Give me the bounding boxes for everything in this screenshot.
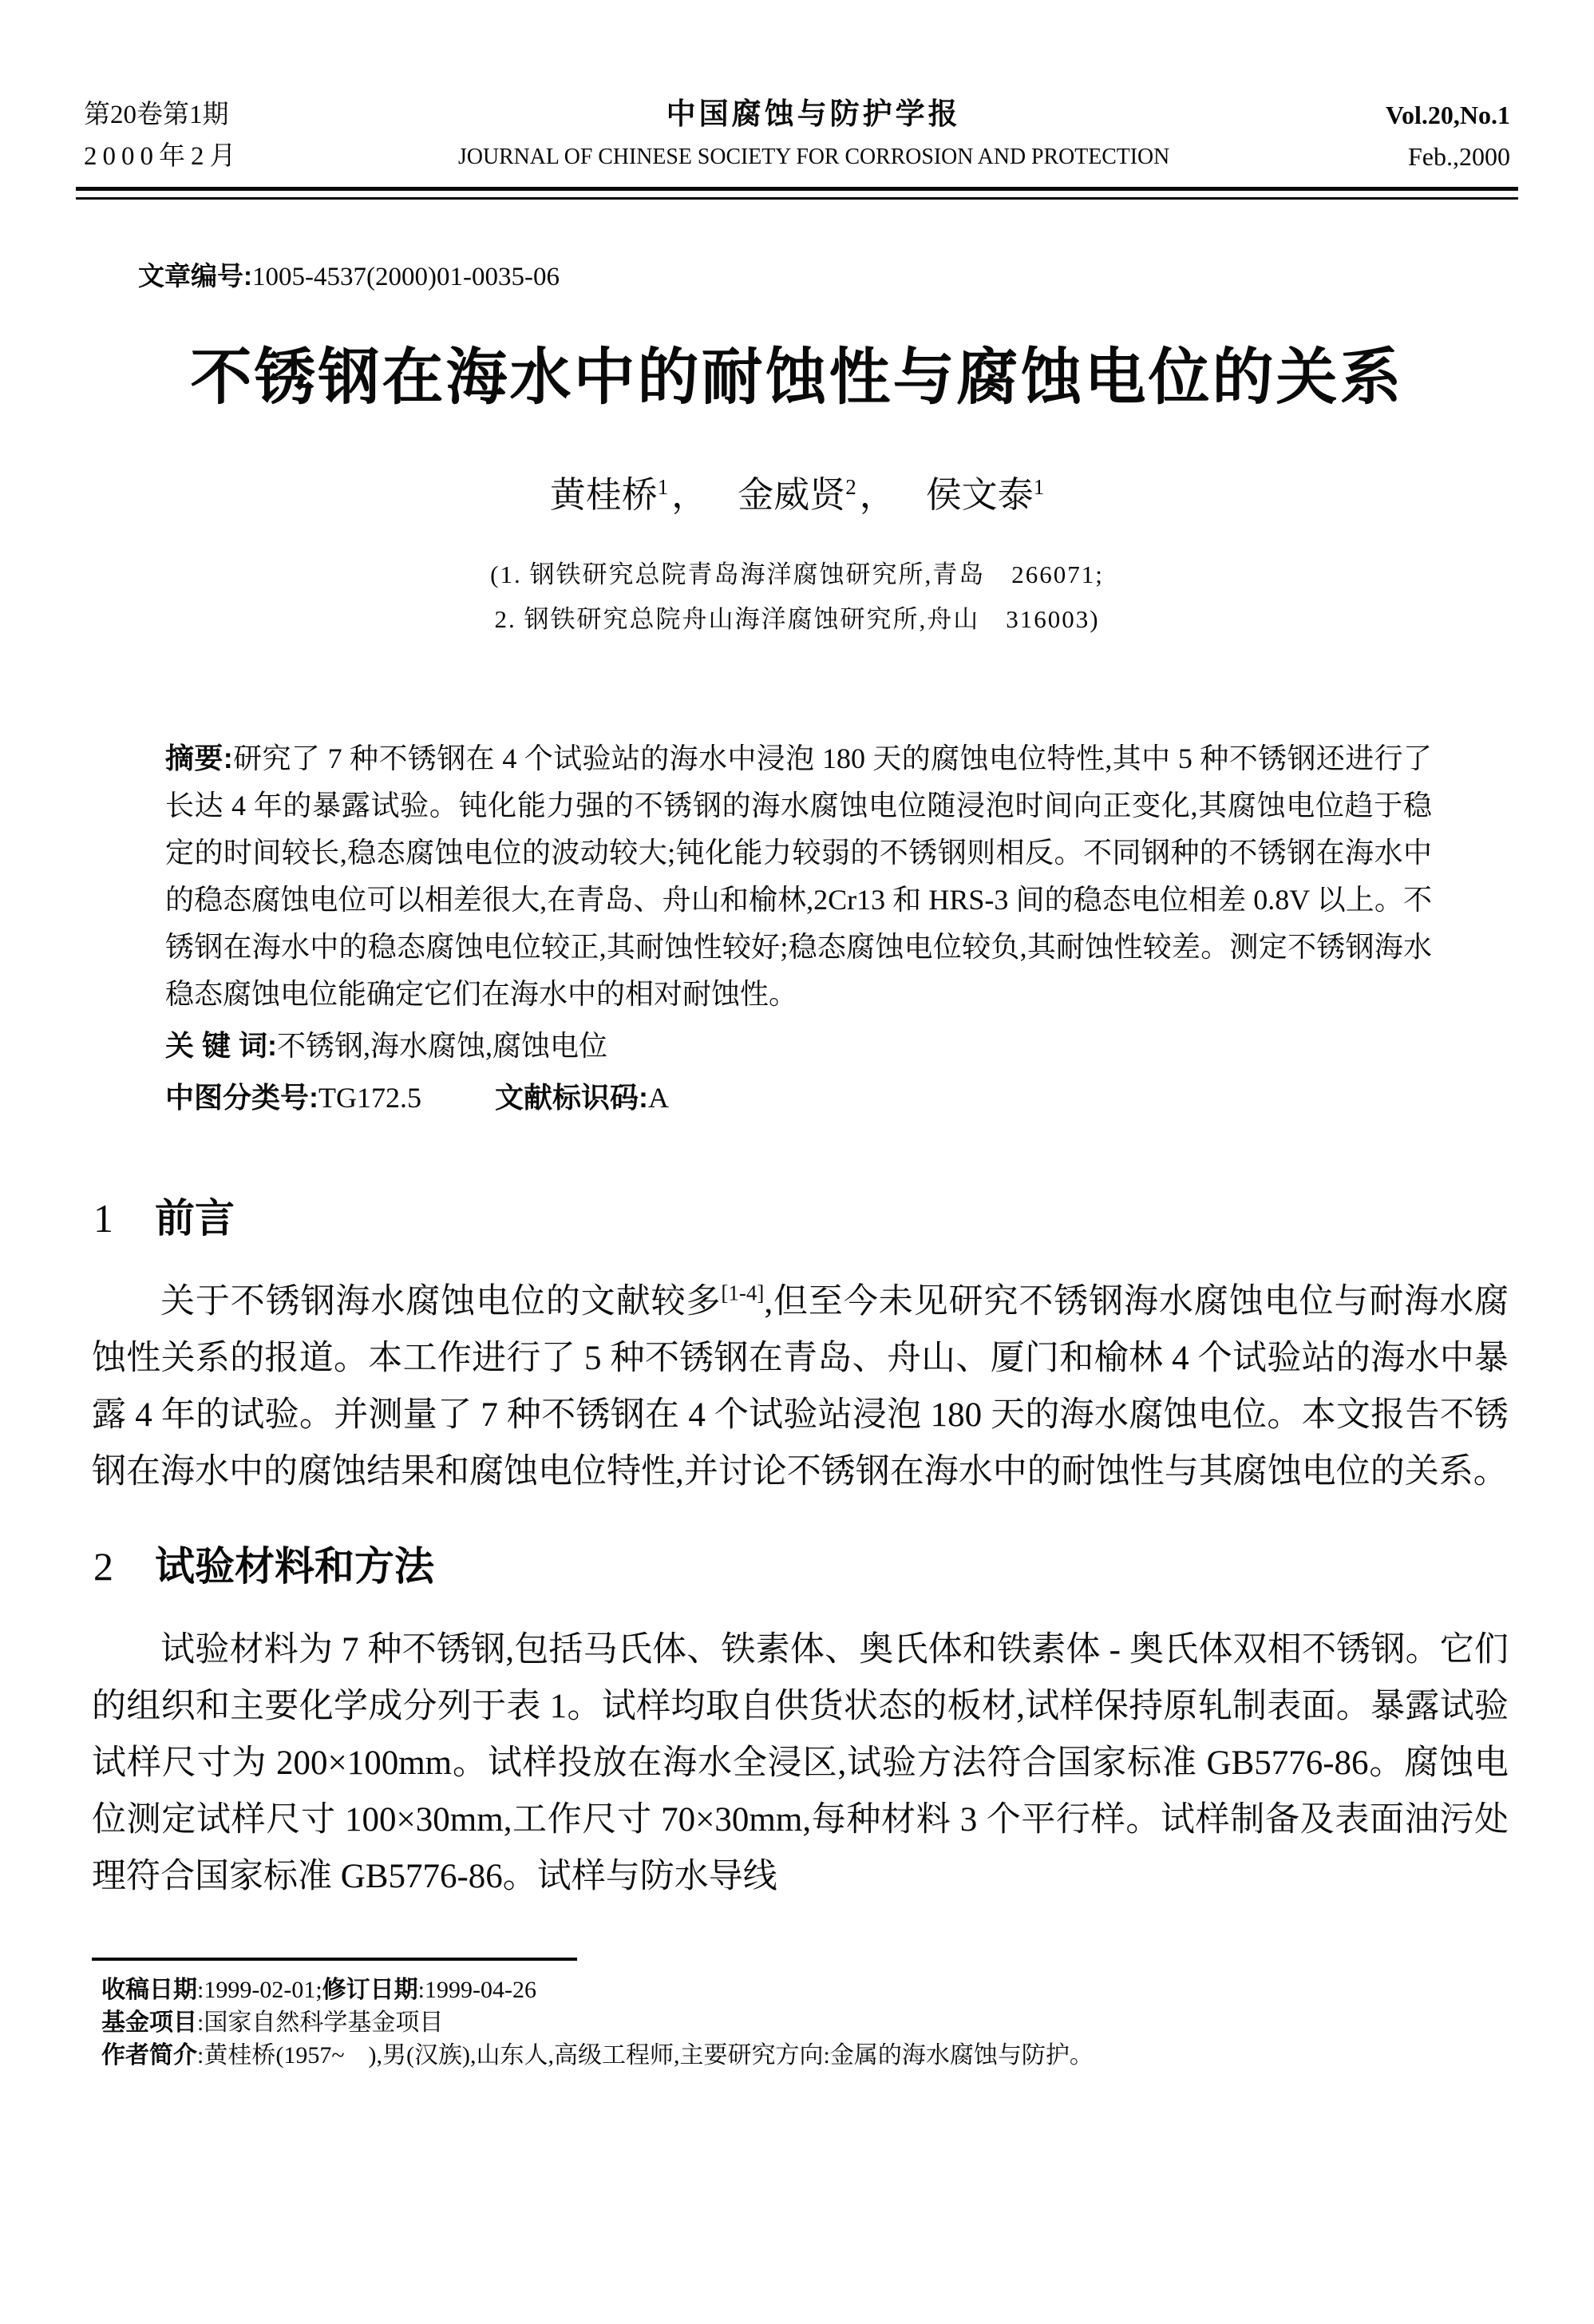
authors-line (76, 465, 1518, 517)
author-2 (738, 475, 916, 515)
revised-date-label: 修订日期 (322, 1977, 418, 2003)
section-1-heading (93, 1194, 1518, 1243)
biography-value: :黄桂桥(1957~ ),男(汉族),山东人,高级工程师,主要研究方向:金属的海水腐蚀与防护。 (197, 2042, 1094, 2069)
article-id-value: 1005-4537(2000)01-0035-06 (252, 263, 560, 291)
volume-issue-cn: 第20卷第1期 (84, 101, 229, 129)
classification-line (165, 1074, 1432, 1122)
author-2-affiliation-mark: 2 (845, 475, 856, 499)
author-3-name: 侯文泰 (925, 475, 1034, 515)
author-separator: ， (671, 475, 708, 515)
doc-code-value: A (648, 1082, 669, 1114)
paper-title: 不锈钢在海水中的耐蚀性与腐蚀电位的关系 (190, 343, 1404, 412)
author-1-name: 黄桂桥 (549, 475, 658, 515)
author-1 (550, 475, 729, 515)
article-id-label: 文章编号: (138, 261, 252, 291)
footnotes-block (101, 1974, 1518, 2072)
author-1-affiliation-mark: 1 (657, 475, 669, 499)
abstract-paragraph (165, 734, 1432, 1018)
clc-label: 中图分类号: (165, 1081, 318, 1114)
volume-issue-en: Vol.20,No.1 (1385, 101, 1510, 129)
biography-label: 作者简介 (101, 2042, 197, 2069)
issue-date-en: Feb.,2000 (1408, 142, 1510, 171)
abstract-label: 摘要: (165, 742, 233, 774)
keywords-text: 不锈钢,海水腐蚀,腐蚀电位 (277, 1030, 608, 1062)
journal-name-block (242, 94, 1386, 177)
header-divider (76, 187, 1518, 200)
journal-name-cn: 中国腐蚀与防护学报 (666, 98, 961, 131)
reference-citation-mark: [1-4] (721, 1281, 765, 1305)
author-separator: ， (859, 475, 896, 515)
revised-date-value: :1999-04-26 (417, 1977, 536, 2003)
author-3-affiliation-mark: 1 (1033, 475, 1045, 499)
affiliations-block (76, 552, 1518, 642)
article-id-line (138, 255, 1518, 293)
author-3 (926, 475, 1045, 515)
section-1-title: 前言 (155, 1196, 235, 1241)
fund-label: 基金项目 (101, 2009, 197, 2036)
section-2-title: 试验材料和方法 (155, 1544, 434, 1589)
header-volume-info (1386, 94, 1510, 177)
issue-date-cn: 2000年2月 (84, 142, 242, 171)
journal-header (76, 94, 1518, 177)
fund-value: :国家自然科学基金项目 (197, 2009, 444, 2036)
section-1-number: 1 (93, 1196, 113, 1241)
journal-name-en: JOURNAL OF CHINESE SOCIETY FOR CORROSION AND PROTECTION (457, 144, 1169, 169)
affiliation-2: 2. 钢铁研究总院舟山海洋腐蚀研究所,舟山 316003) (494, 605, 1100, 633)
footnote-dates (101, 1974, 1518, 2006)
section-2-number: 2 (93, 1544, 113, 1589)
affiliation-1: (1. 钢铁研究总院青岛海洋腐蚀研究所,青岛 266071; (490, 560, 1104, 588)
footnote-divider (92, 1958, 577, 1961)
section-2-heading (93, 1542, 1518, 1591)
footnote-fund (101, 2006, 1518, 2039)
author-2-name: 金威贤 (738, 475, 846, 515)
intro-text-before-ref: 关于不锈钢海水腐蚀电位的文献较多 (160, 1283, 722, 1320)
received-date-label: 收稿日期 (101, 1977, 197, 2003)
keywords-label: 关 键 词: (165, 1029, 277, 1062)
header-issue-info (84, 94, 242, 177)
keywords-line (165, 1022, 1432, 1070)
intro-text-after-ref: ,但至今未见研究不锈钢海水腐蚀电位与耐海水腐蚀性关系的报道。本工作进行了 5 种不锈钢在青岛、舟山、厦门和榆林 4 个试验站的海水中暴露 4 年的试验。并测量了 7 种不锈钢在 4 个试验站浸泡 180 天的海水腐蚀电位。本文报告不锈钢在海水中的腐蚀结果和腐蚀电位特性,并讨论不锈钢在海水中的耐蚀性与其腐蚀电位的关系。 (92, 1283, 1509, 1491)
footnote-biography (101, 2039, 1518, 2072)
section-2-paragraph: 试验材料为 7 种不锈钢,包括马氏体、铁素体、奥氏体和铁素体 - 奥氏体双相不锈钢。它们的组织和主要化学成分列于表 1。试样均取自供货状态的板材,试样保持原轧制表面。暴露试验试样尺寸为 200×100mm。试样投放在海水全浸区,试验方法符合国家标准 GB5776-86。腐蚀电位测定试样尺寸 100×30mm,工作尺寸 70×30mm,每种材料 3 个平行样。试样制备及表面油污处理符合国家标准 GB5776-86。试样与防水导线 (92, 1631, 1509, 1895)
abstract-text: 研究了 7 种不锈钢在 4 个试验站的海水中浸泡 180 天的腐蚀电位特性,其中 5 种不锈钢还进行了长达 4 年的暴露试验。钝化能力强的不锈钢的海水腐蚀电位随浸泡时间向正变化,其腐蚀电位趋于稳定的时间较长,稳态腐蚀电位的波动较大;钝化能力较弱的不锈钢则相反。不同钢种的不锈钢在海水中的稳态腐蚀电位可以相差很大,在青岛、舟山和榆林,2Cr13 和 HRS-3 间的稳态电位相差 0.8V 以上。不锈钢在海水中的稳态腐蚀电位较正,其耐蚀性较好;稳态腐蚀电位较负,其耐蚀性较差。测定不锈钢海水稳态腐蚀电位能确定它们在海水中的相对耐蚀性。 (165, 742, 1432, 1010)
section-1-paragraph (76, 1273, 1518, 1500)
doc-code-label: 文献标识码: (495, 1081, 648, 1114)
received-date-value: :1999-02-01; (197, 1977, 322, 2003)
clc-value: TG172.5 (318, 1082, 421, 1114)
abstract-block (165, 734, 1432, 1122)
